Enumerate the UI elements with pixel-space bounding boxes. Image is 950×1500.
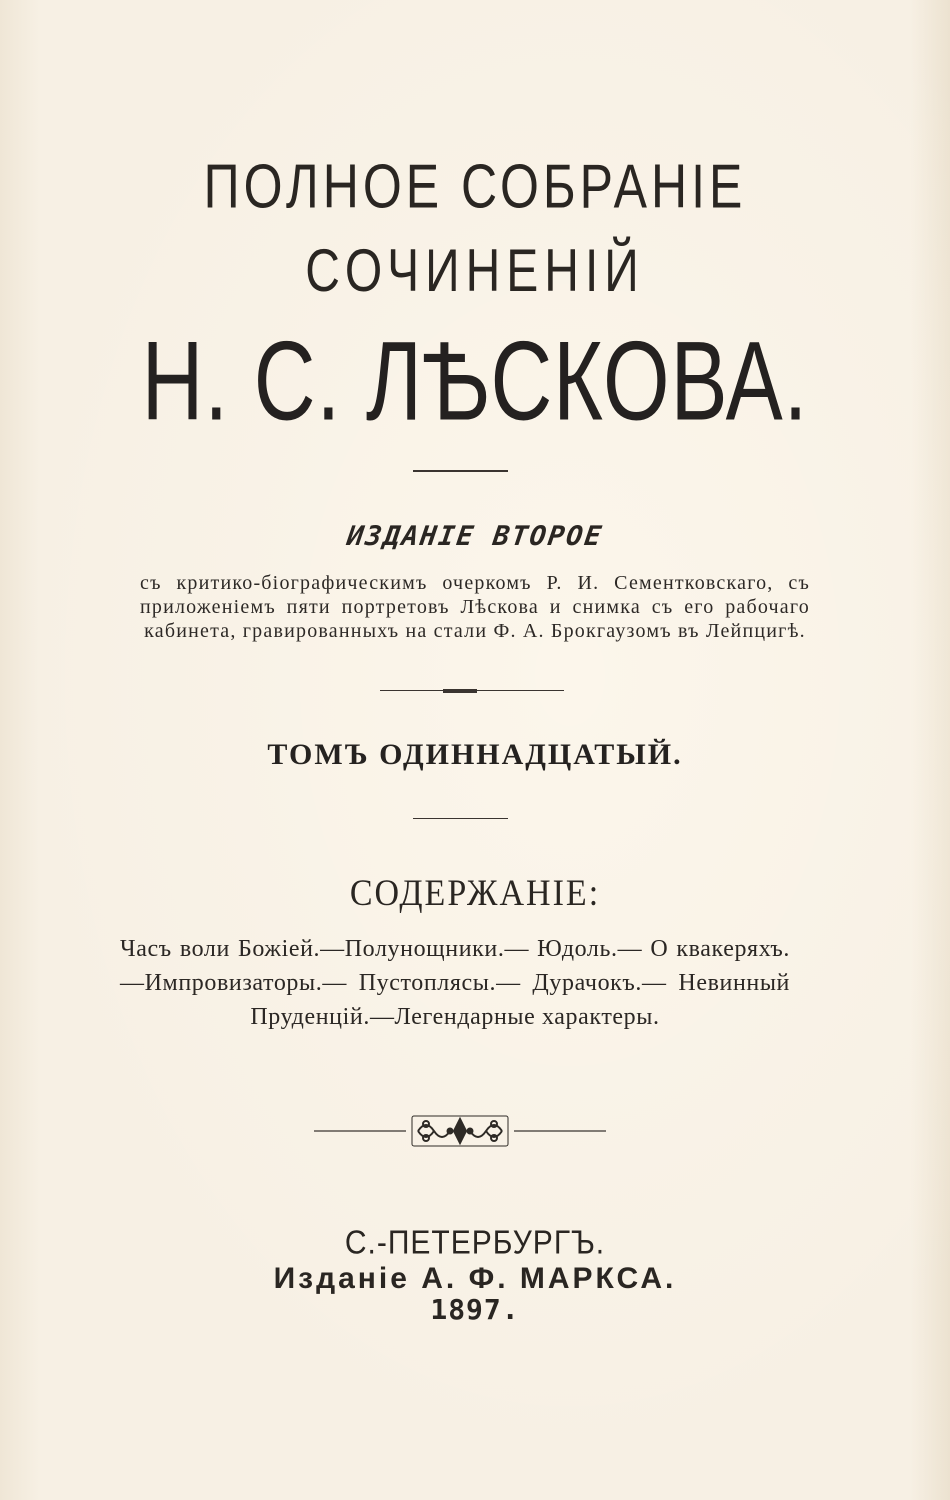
divider-rule-accent xyxy=(443,689,477,693)
title-line-1: ПОЛНОЕ СОБРАНІЕ xyxy=(203,151,747,222)
imprint-city: С.-ПЕТЕРБУРГЪ. xyxy=(344,1225,606,1262)
author-name: Н. С. ЛѢСКОВА. xyxy=(141,319,809,444)
volume-title: ТОМЪ ОДИННАДЦАТЫЙ. xyxy=(267,738,683,771)
divider-rule xyxy=(413,470,508,472)
edition-label: ИЗДАНІЕ ВТОРОЕ xyxy=(345,521,605,552)
contents-list: Часъ воли Божіей.—Полунощники.— Юдоль.— О квакеряхъ.—Импровизаторы.— Пустоплясы.— Дурачокъ.— Невинный Пруденцій.—Легендарные характеры. xyxy=(120,936,790,1030)
imprint-publisher: Изданіе А. Ф. МАРКСА. xyxy=(273,1262,677,1295)
imprint-year: 1897. xyxy=(430,1293,520,1326)
title-line-2: СОЧИНЕНІЙ xyxy=(305,238,645,305)
edition-description: съ критико-біографическимъ очеркомъ Р. И. Сементковскаго, съ приложеніемъ пяти портретовъ Лѣскова и снимка съ его рабочаго кабинета, гравированныхъ на стали Ф. А. Брокгаузомъ въ Лейпцигѣ. xyxy=(140,572,810,642)
vine-scroll-ornament-icon xyxy=(314,1110,606,1152)
divider-rule-short xyxy=(413,818,508,819)
contents-heading: СОДЕРЖАНІЕ: xyxy=(349,873,601,914)
